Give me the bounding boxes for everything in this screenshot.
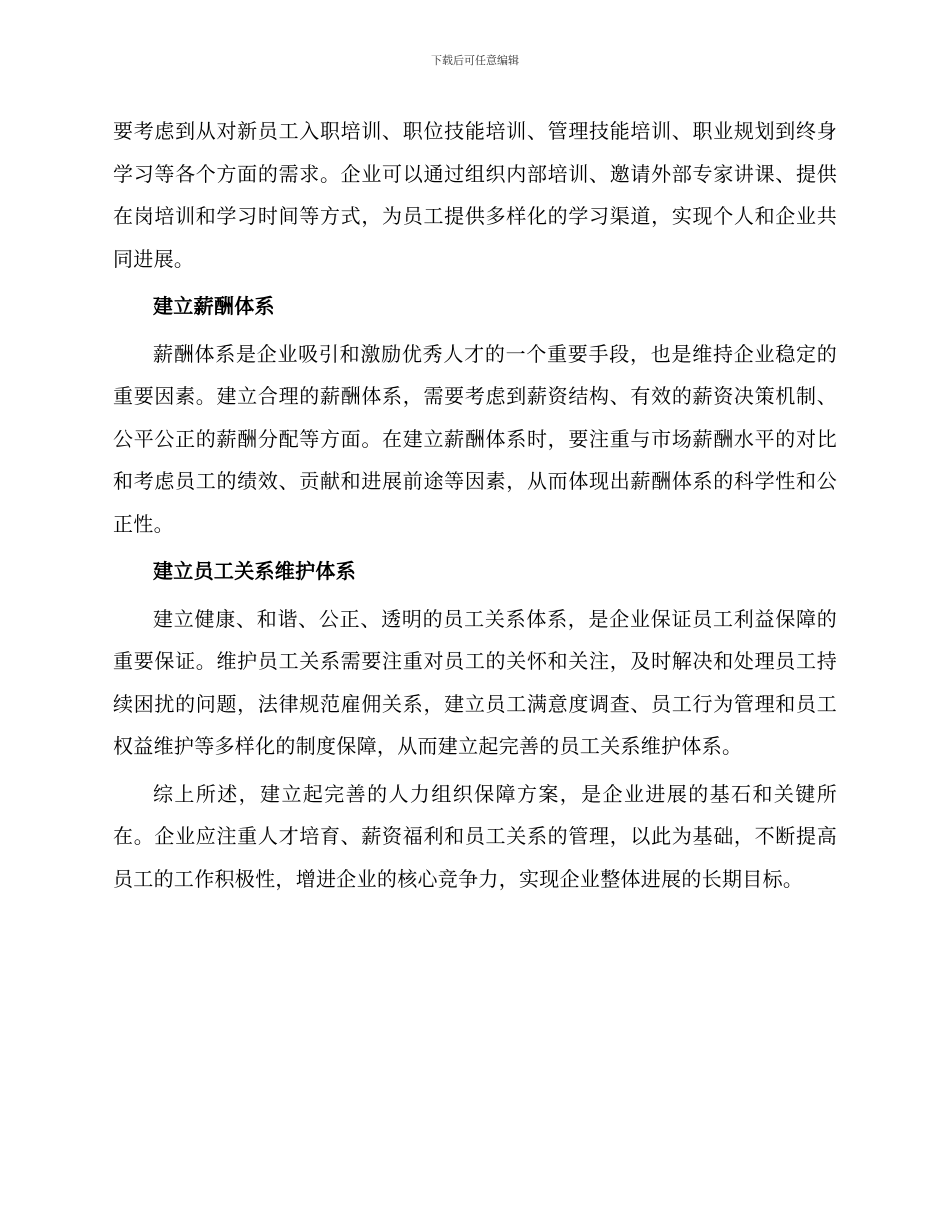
document-body xyxy=(113,110,837,900)
paragraph-employee-relations: 建立健康、和谐、公正、透明的员工关系体系，是企业保证员工利益保障的重要保证。维护员工关系需要注重对员工的关怀和关注，及时解决和处理员工持续困扰的问题，法律规范雇佣关系，建立员工满意度调查、员工行为管理和员工权益维护等多样化的制度保障，从而建立起完善的员工关系维护体系。 xyxy=(113,606,837,758)
section-heading-compensation: 建立薪酬体系 xyxy=(153,294,275,318)
paragraph-conclusion: 综上所述，建立起完善的人力组织保障方案，是企业进展的基石和关键所在。企业应注重人才培育、薪资福利和员工关系的管理，以此为基础，不断提高员工的工作积极性，增进企业的核心竞争力，实现企业整体进展的长期目标。 xyxy=(113,781,837,891)
paragraph-training-continuation: 要考虑到从对新员工入职培训、职位技能培训、管理技能培训、职业规划到终身学习等各个方面的需求。企业可以通过组织内部培训、邀请外部专家讲课、提供在岗培训和学习时间等方式，为员工提供多样化的学习渠道，实现个人和企业共同进展。 xyxy=(113,119,837,271)
paragraph-compensation: 薪酬体系是企业吸引和激励优秀人才的一个重要手段，也是维持企业稳定的重要因素。建立合理的薪酬体系，需要考虑到薪资结构、有效的薪资决策机制、公平公正的薪酬分配等方面。在建立薪酬体系时，要注重与市场薪酬水平的对比和考虑员工的绩效、贡献和进展前途等因素，从而体现出薪酬体系的科学性和公正性。 xyxy=(113,341,837,536)
page-header: 下载后可任意编辑 xyxy=(431,54,519,67)
section-heading-employee-relations: 建立员工关系维护体系 xyxy=(153,559,356,583)
